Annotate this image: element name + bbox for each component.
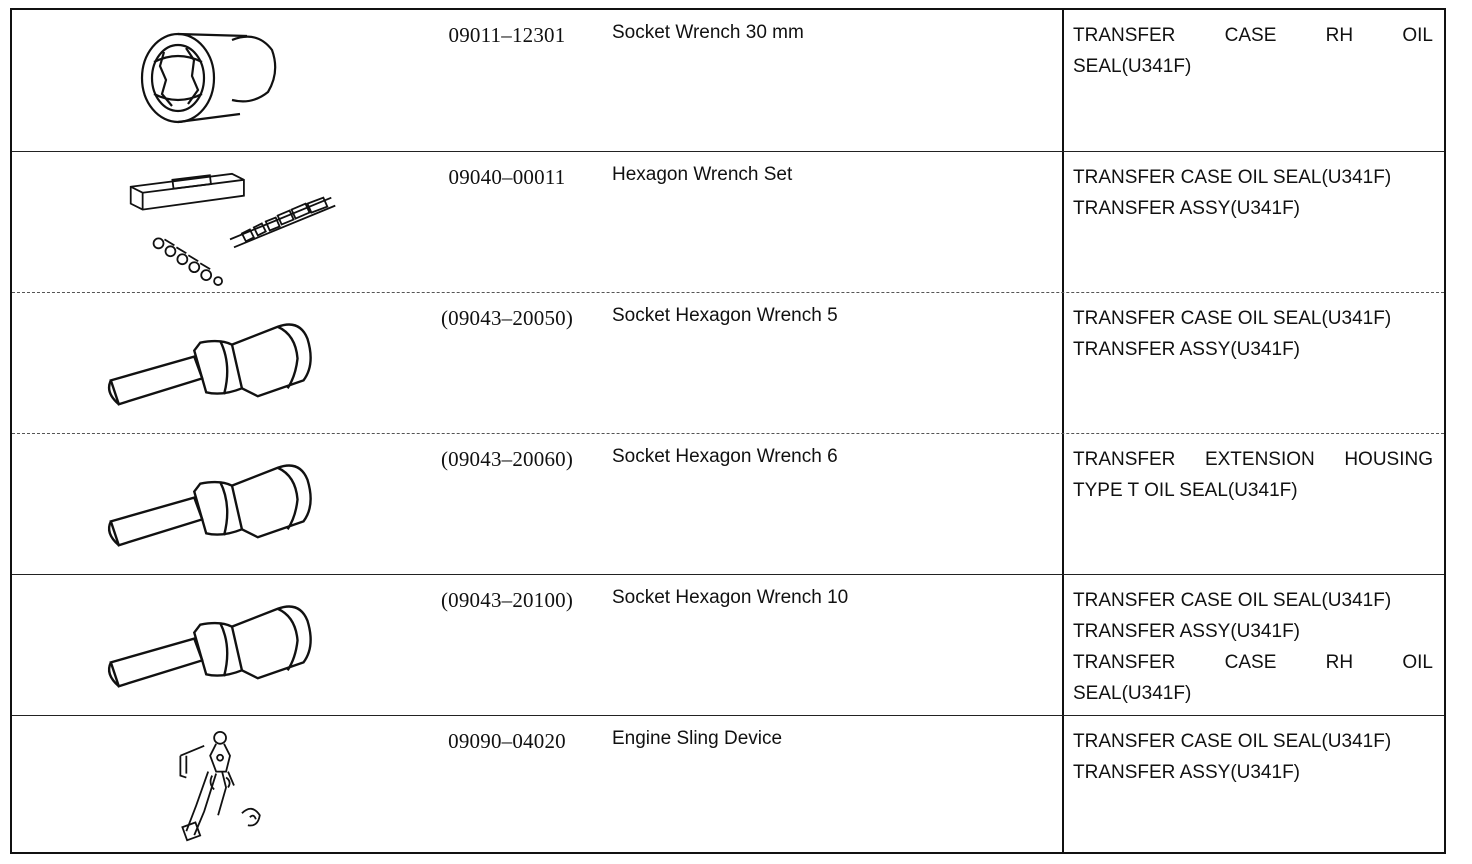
table-row [12, 151, 1444, 292]
usage-line: TYPE T OIL SEAL(U341F) [1073, 480, 1298, 501]
part-number: (09043–20050) [440, 306, 574, 330]
special-service-tools-table [10, 8, 1446, 854]
usage-cell [1073, 726, 1433, 788]
usage-line: TRANSFER ASSY(U341F) [1073, 621, 1300, 642]
usage-cell [1073, 20, 1433, 82]
part-number: 09011–12301 [448, 23, 566, 47]
tool-name: Socket Hexagon Wrench 6 [612, 446, 838, 467]
socket-hexagon-wrench-icon [82, 293, 382, 433]
part-number: 09040–00011 [448, 165, 566, 189]
usage-line: TRANSFER CASE OIL SEAL(U341F) [1073, 308, 1392, 329]
usage-line: TRANSFER EXTENSION HOUSING [1073, 449, 1433, 470]
tool-name: Hexagon Wrench Set [612, 164, 793, 185]
usage-line: TRANSFER ASSY(U341F) [1073, 339, 1300, 360]
usage-line: TRANSFER CASE RH OIL [1073, 25, 1433, 46]
tool-name: Socket Wrench 30 mm [612, 22, 804, 43]
usage-line: TRANSFER CASE OIL SEAL(U341F) [1073, 731, 1392, 752]
part-number: 09090–04020 [448, 729, 566, 753]
hexagon-wrench-set-icon [82, 152, 382, 292]
usage-line: TRANSFER CASE RH OIL [1073, 652, 1433, 673]
tool-name: Engine Sling Device [612, 728, 783, 749]
table-row [12, 715, 1444, 852]
tool-name: Socket Hexagon Wrench 10 [612, 587, 849, 608]
socket-wrench-icon [82, 10, 382, 151]
usage-cell [1073, 303, 1433, 365]
usage-cell [1073, 444, 1433, 506]
usage-cell [1073, 162, 1433, 224]
part-number: (09043–20060) [440, 447, 574, 471]
engine-sling-device-icon [82, 716, 382, 852]
usage-line: SEAL(U341F) [1073, 56, 1192, 77]
usage-cell [1073, 585, 1433, 709]
usage-line: TRANSFER CASE OIL SEAL(U341F) [1073, 590, 1392, 611]
table-row [12, 292, 1444, 433]
usage-line: TRANSFER ASSY(U341F) [1073, 198, 1300, 219]
usage-line: TRANSFER ASSY(U341F) [1073, 762, 1300, 783]
table-row [12, 574, 1444, 715]
part-number: (09043–20100) [440, 588, 574, 612]
tool-name: Socket Hexagon Wrench 5 [612, 305, 838, 326]
usage-line: TRANSFER CASE OIL SEAL(U341F) [1073, 167, 1392, 188]
table-row [12, 10, 1444, 151]
table-row [12, 433, 1444, 574]
usage-line: SEAL(U341F) [1073, 683, 1192, 704]
socket-hexagon-wrench-icon [82, 575, 382, 715]
socket-hexagon-wrench-icon [82, 434, 382, 574]
